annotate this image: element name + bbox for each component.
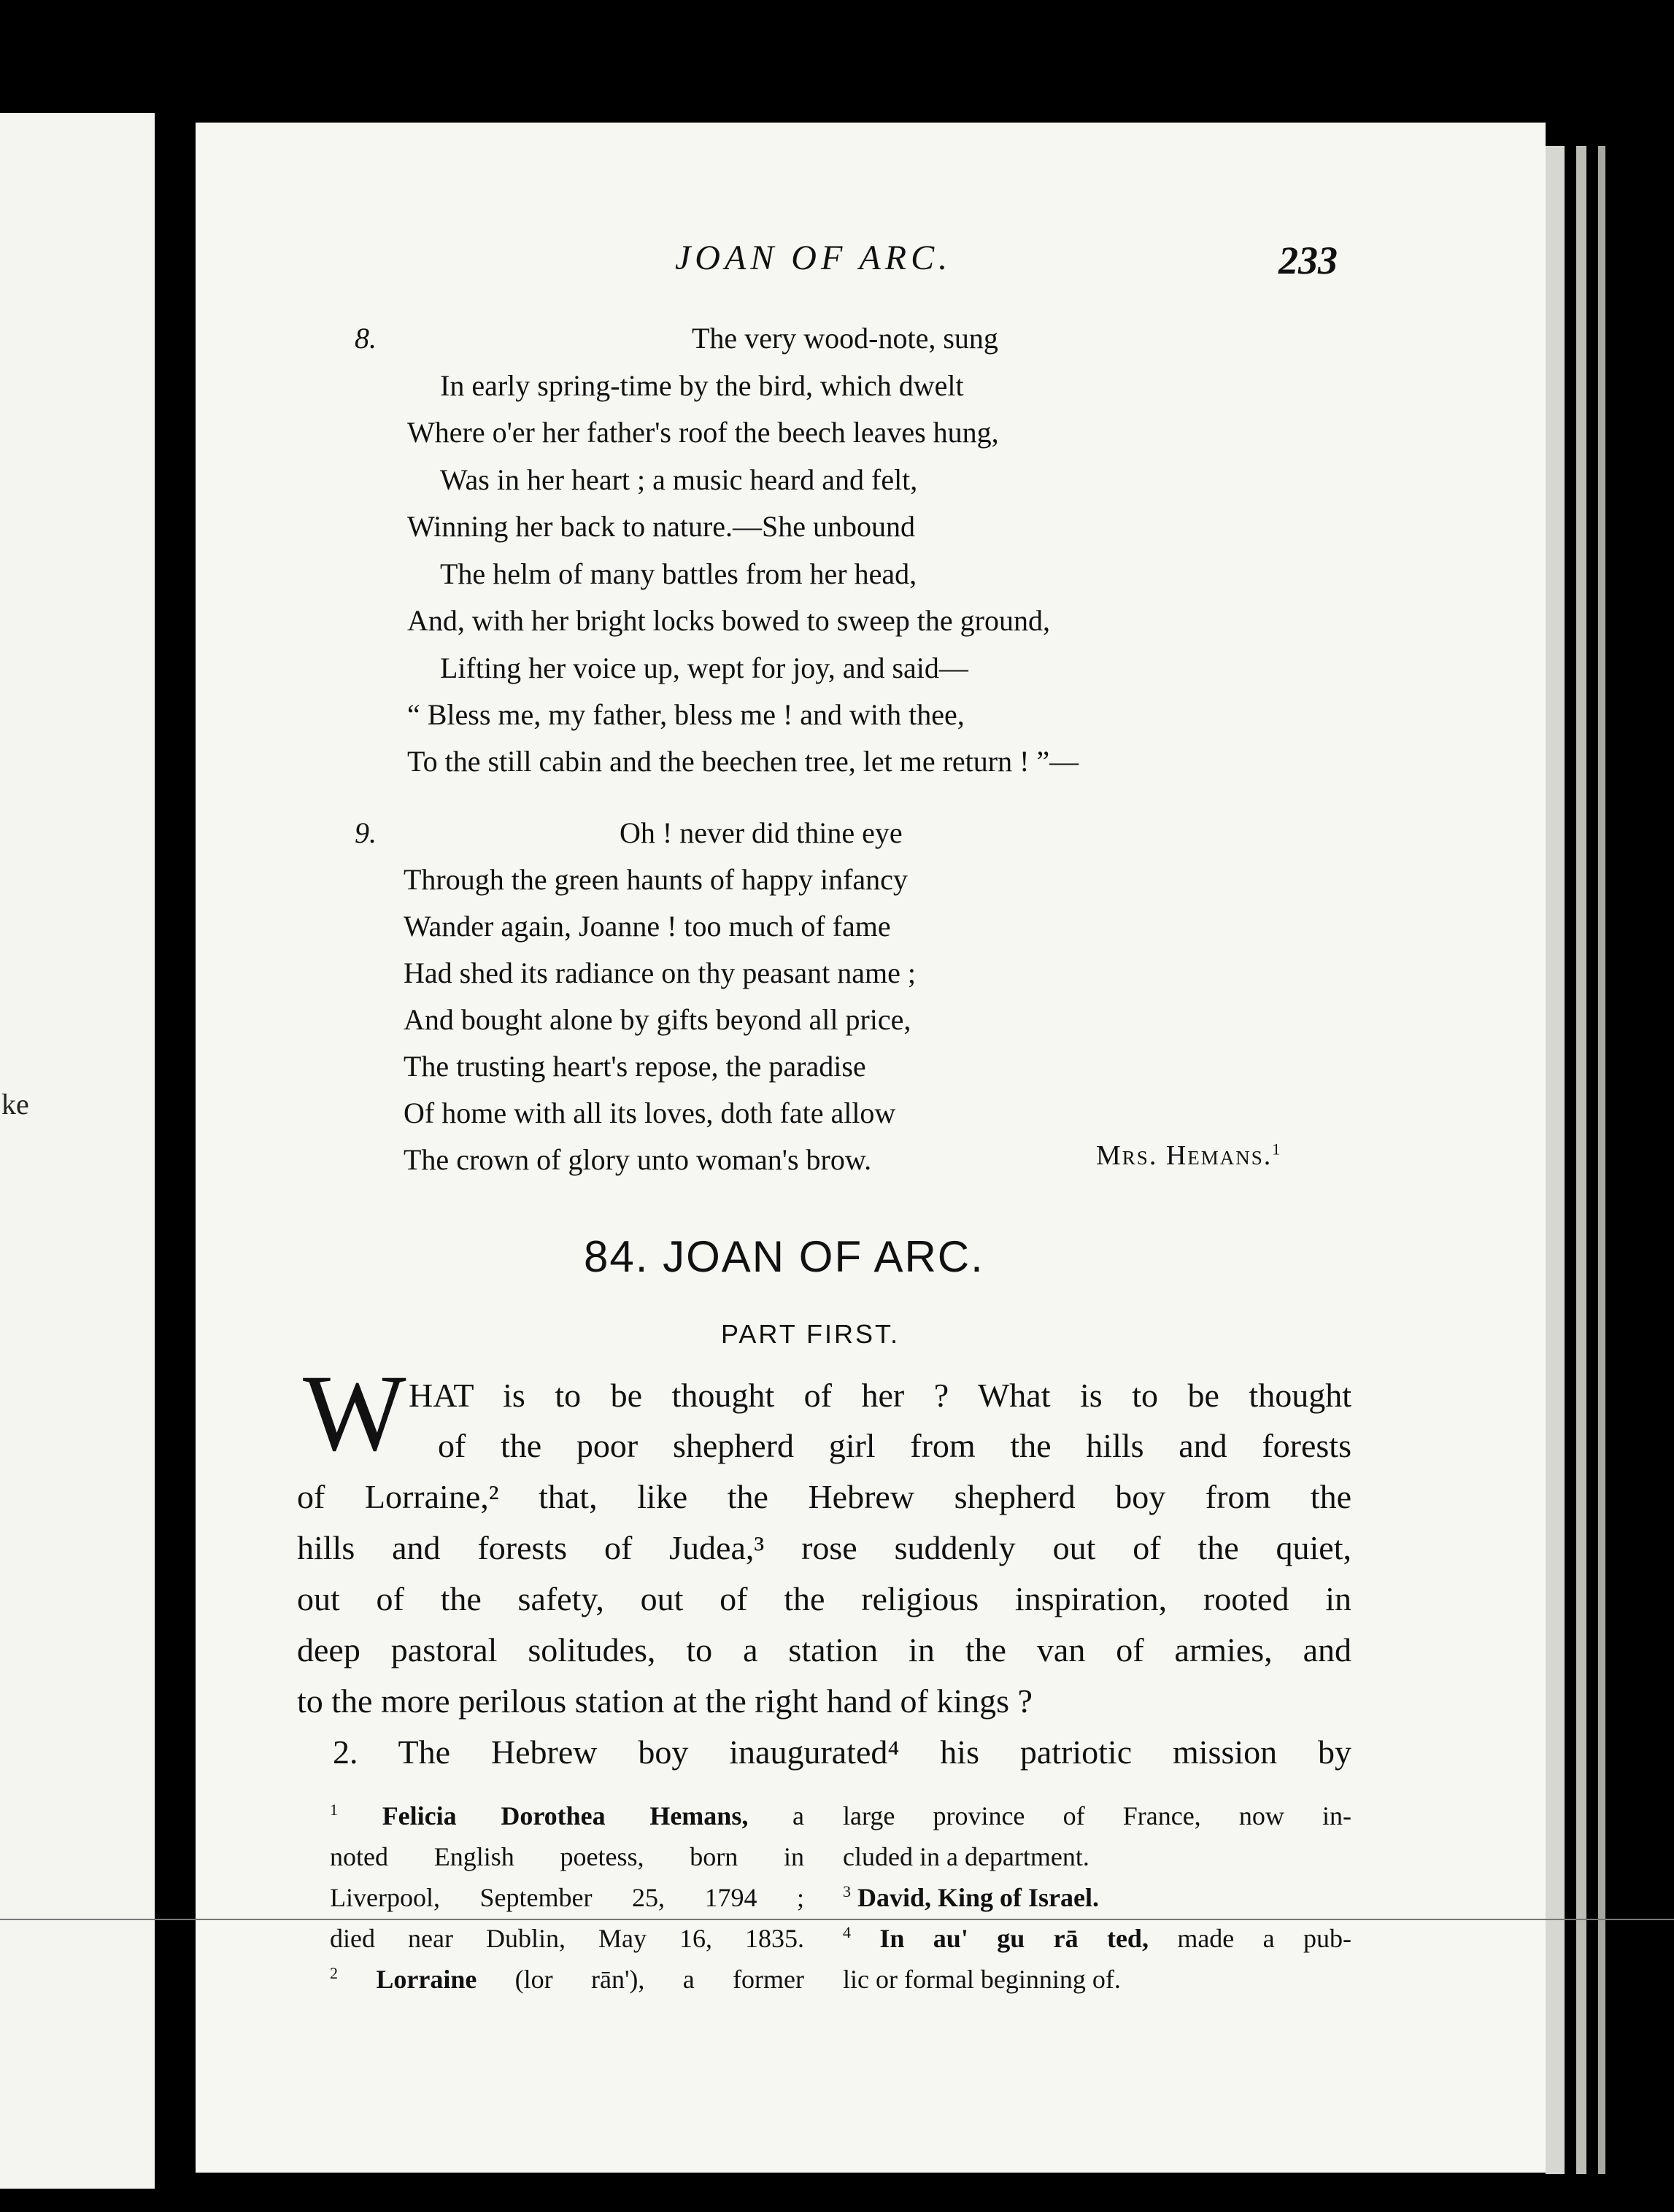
poem-author xyxy=(1096,1140,1281,1172)
verse-line: And, with her bright locks bowed to sweep the ground, xyxy=(407,604,1050,637)
footnote-term: David, King of Israel. xyxy=(857,1883,1100,1912)
footnote-line xyxy=(330,1882,804,1919)
footnote-line xyxy=(843,1964,1351,2000)
verse-line: The helm of many battles from her head, xyxy=(440,557,917,590)
footnote-text: (lor rān'), a former xyxy=(477,1965,805,1994)
margin-fragment: ke xyxy=(1,1088,29,1121)
footnote-term: Felicia Dorothea Hemans, xyxy=(382,1801,749,1830)
verse-line: The crown of glory unto woman's brow. xyxy=(404,1143,872,1176)
part-title: PART FIRST. xyxy=(721,1319,900,1349)
prose-line: of the poor shepherd girl from the hills and forests xyxy=(438,1427,1351,1464)
footnote-text: a xyxy=(748,1801,804,1830)
verse-line: “ Bless me, my father, bless me ! and with thee, xyxy=(407,698,965,731)
footnote-line xyxy=(843,1801,1351,1837)
verse-line: Wander again, Joanne ! too much of fame xyxy=(404,910,891,943)
verse-line: The very wood-note, sung xyxy=(692,322,998,355)
verse-line: Had shed its radiance on thy peasant name ; xyxy=(404,956,916,989)
page-edge xyxy=(1546,146,1565,2174)
running-head-title: JOAN OF ARC. xyxy=(675,239,952,277)
footnote-text: cluded in a department. xyxy=(843,1842,1089,1871)
verse-line: Through the green haunts of happy infancy xyxy=(404,863,908,896)
page-edge xyxy=(1576,146,1586,2174)
author-name: Mrs. Hemans. xyxy=(1096,1140,1273,1171)
footnote-text: died near Dublin, May 16, 1835. xyxy=(330,1924,804,1953)
prose-line: out of the safety, out of the religious inspiration, rooted in xyxy=(297,1580,1351,1617)
footnote-line xyxy=(330,1841,804,1878)
previous-page-sliver xyxy=(0,113,155,2189)
stanza-number: 8. xyxy=(355,322,377,355)
page-edge xyxy=(1598,146,1605,2174)
footnote-marker: 1 xyxy=(1272,1140,1282,1159)
verse-line: In early spring-time by the bird, which dwelt xyxy=(440,369,964,402)
verse-line: Winning her back to nature.—She unbound xyxy=(407,510,916,543)
footnote-line xyxy=(330,1801,804,1837)
footnote-text: lic or formal beginning of. xyxy=(843,1965,1121,1994)
drop-cap: W xyxy=(303,1353,406,1474)
footnote-line xyxy=(843,1841,1351,1878)
prose-line: deep pastoral solitudes, to a station in the van of armies, and xyxy=(297,1631,1351,1668)
page-number: 233 xyxy=(1278,239,1338,282)
footnote-marker: 4 xyxy=(843,1923,851,1941)
prose-line: HAT is to be thought of her ? What is to be thought xyxy=(409,1377,1351,1414)
footnote-line xyxy=(843,1923,1351,1960)
prose-line: of Lorraine,² that, like the Hebrew shepherd boy from the xyxy=(297,1478,1351,1515)
verse-line: Was in her heart ; a music heard and felt, xyxy=(440,463,918,496)
footnote-marker: 2 xyxy=(330,1964,338,1982)
verse-line: To the still cabin and the beechen tree, let me return ! ”— xyxy=(407,745,1079,778)
footnote-term: Lorraine xyxy=(376,1965,477,1994)
prose-line: hills and forests of Judea,³ rose suddenly out of the quiet, xyxy=(297,1529,1351,1566)
prose-line: 2. The Hebrew boy inaugurated⁴ his patriotic mission by xyxy=(333,1733,1351,1771)
footnote-text: made a pub- xyxy=(1148,1924,1352,1953)
verse-line: Lifting her voice up, wept for joy, and said— xyxy=(440,651,968,684)
stanza-number: 9. xyxy=(355,816,377,849)
footnote-marker: 3 xyxy=(843,1882,851,1900)
verse-line: Where o'er her father's roof the beech leaves hung, xyxy=(407,416,999,449)
footnote-text: Liverpool, September 25, 1794 ; xyxy=(330,1883,804,1912)
scan-artifact-line xyxy=(0,1919,1674,1920)
prose-line: to the more perilous station at the right hand of kings ? xyxy=(297,1682,1033,1720)
running-head xyxy=(0,238,1674,289)
footnote-line xyxy=(330,1923,804,1960)
section-title: 84. JOAN OF ARC. xyxy=(584,1232,984,1281)
footnote-text: large province of France, now in- xyxy=(843,1801,1351,1830)
footnote-line xyxy=(330,1964,804,2000)
verse-line: Of home with all its loves, doth fate allow xyxy=(404,1097,896,1129)
footnote-marker: 1 xyxy=(330,1801,338,1819)
footnote-text: noted English poetess, born in xyxy=(330,1842,804,1871)
verse-line: And bought alone by gifts beyond all price, xyxy=(404,1003,911,1036)
verse-line: Oh ! never did thine eye xyxy=(620,816,903,849)
footnote-term: In au' gu rā ted, xyxy=(879,1924,1149,1953)
footnote-line xyxy=(843,1882,1351,1919)
verse-line: The trusting heart's repose, the paradise xyxy=(404,1050,866,1083)
